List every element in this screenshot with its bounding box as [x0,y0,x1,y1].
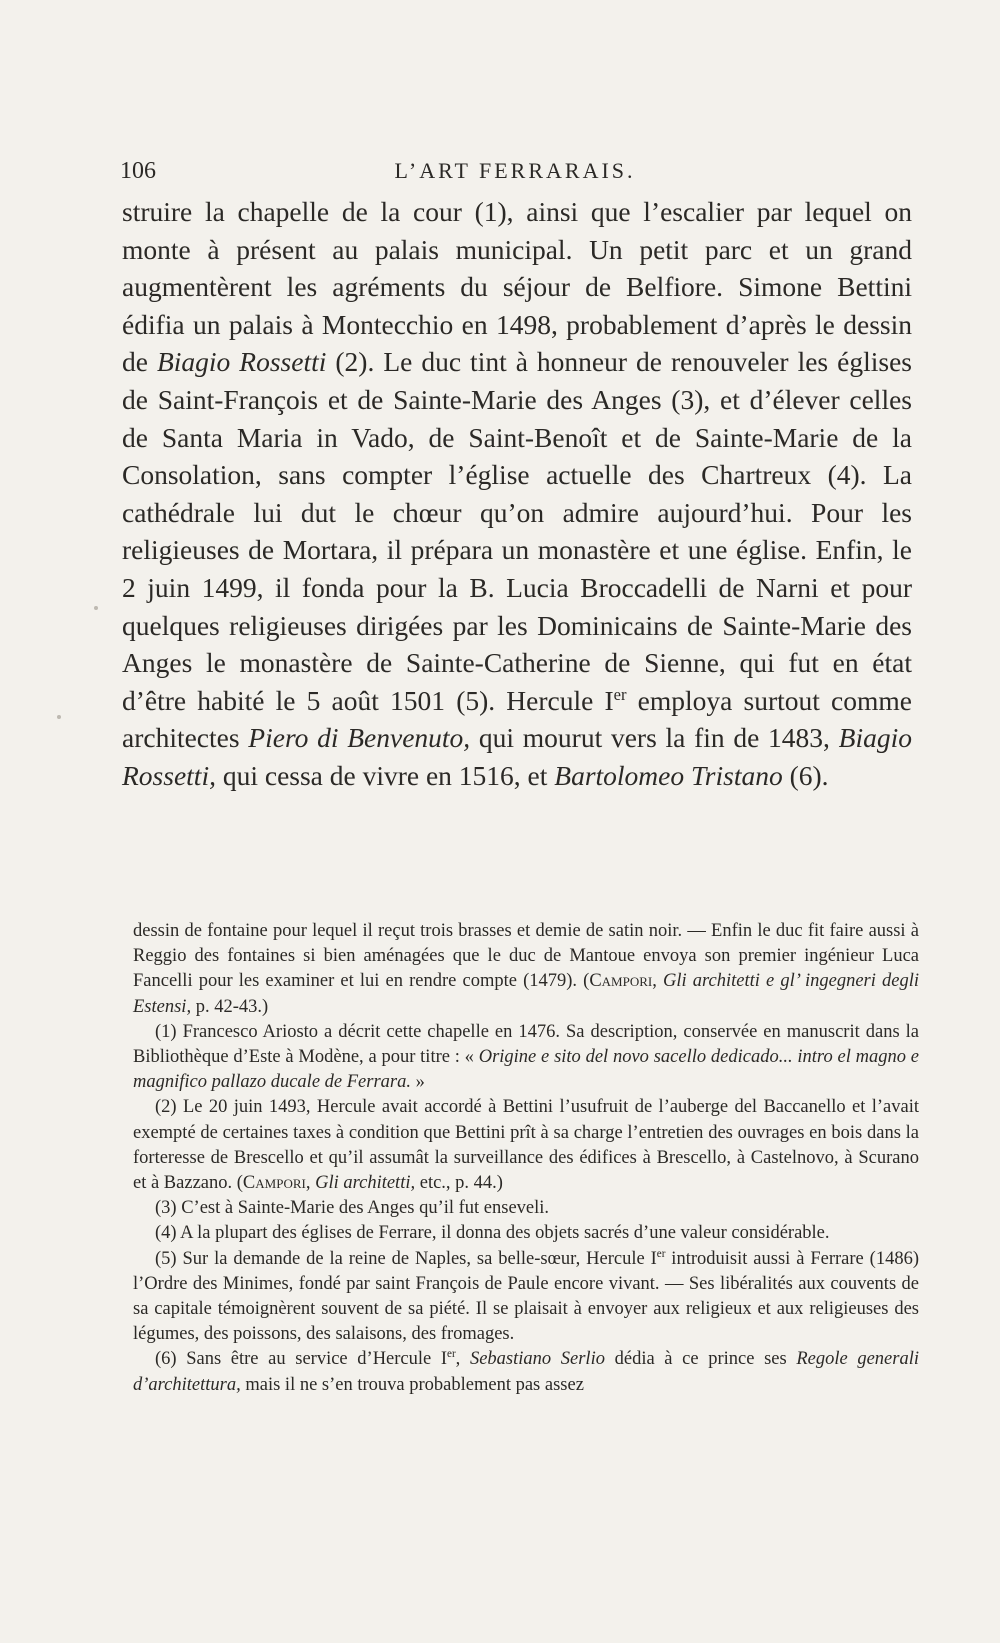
ordinal-superscript: er [613,684,627,704]
footnote-text: dédia à ce prince ses [604,1349,797,1370]
paper-speck [57,715,61,719]
page-number: 106 [120,158,156,184]
body-text: qui mourut vers la fin de 1483, [470,722,839,754]
footnote-text: , [305,1173,316,1194]
footnote-5 [133,1247,919,1348]
footnote-continuation [133,919,919,1020]
footnote-2 [133,1095,919,1196]
body-text: (2). Le duc tint à honneur de renouveler les églises de Saint-François et de Sainte-Marie des Anges (3), et d’élever celles de Santa Maria in Vado, de Saint-Benoît et de Sainte-Marie de la Consolation, sans compter l’église actuelle des Chartreux (4). La cathédrale lui dut le chœur qu’on admire aujourd’hui. Pour les religieuses de Mortara, il prépara un monastère et une église. Enfin, le 2 juin 1499, il fonda pour la B. Lucia Broccadelli de Narni et pour quelques religieuses dirigées par les Dominicains de Sainte-Marie des Anges le monastère de Sainte-Catherine de Sienne, qui fut en état d’être habité le 5 août 1501 (5). Hercule I [122,346,912,716]
paper-speck [94,606,98,610]
body-paragraph [122,193,912,795]
footnote-text: introduisit aussi à Ferrare (1486) l’Ordre des Minimes, fondé par saint François de Paule encore vivant. — Ses libéralités aux couvents de sa capitale témoignèrent souvent de sa piété. Il se plaisait à envoyer aux religieux et aux religieuses des légumes, des poissons, des salaisons, des fromages. [133,1248,919,1345]
footnote-4: (4) A la plupart des églises de Ferrare, il donna des objets sacrés d’une valeur considérable. [155,1223,830,1244]
footnote-text: p. 42-43.) [191,996,269,1017]
body-text: struire la chapelle de la cour (1), ainsi que l’escalier par lequel on monte à présent au palais municipal. Un petit parc et un grand augmentèrent les agréments du séjour de Belfiore. Simone Bettini édifia un palais à Montecchio en 1498, probablement d’après le dessin de [122,196,912,378]
body-italic-name: Piero di Benvenuto, [248,722,471,754]
footnote-text: etc., p. 44.) [415,1173,503,1194]
footnote-text: (5) Sur la demande de la reine de Naples, sa belle-sœur, Hercule I [155,1248,657,1269]
footnote-text: , [652,971,663,992]
body-italic-name: Biagio Rossetti, [122,722,912,791]
footnote-text: (1) Francesco Ariosto a décrit cette chapelle en 1476. Sa description, conservée en manuscrit dans la Bibliothèque d’Este à Modène, a pour titre : « [133,1021,919,1068]
body-italic-name: Biagio Rossetti [156,346,327,378]
work-title: Gli architetti e gl’ ingegneri degli Estensi, [133,971,920,1017]
author-italic: Sebastiano Serlio [469,1349,605,1370]
ordinal-superscript: er [656,1247,666,1260]
footnote-text: » [410,1072,425,1093]
work-title: Origine e sito del novo sacello dedicado... intro el magno e magnifico pallazo ducale de Ferrara. [133,1047,919,1093]
running-head [120,150,910,190]
footnote-1 [133,1020,919,1096]
footnote-6 [133,1347,919,1397]
body-text: (6). [782,759,829,791]
footnote-text: (2) Le 20 juin 1493, Hercule avait accordé à Bettini l’usufruit de l’auberge del Baccanello et l’avait exempté de certaines taxes à condition que Bettini prît à sa charge l’entretien des ouvrages en bois dans la forteresse de Brescello et qu’il assumât la surveillance des édifices à Brescello, à Castelnovo, à Scurano et à Bazzano. ( [133,1097,919,1194]
footnote-text: (6) Sans être au service d’Hercule I [155,1349,448,1370]
work-title: Gli architetti, [315,1173,416,1194]
author-smallcaps: Campori [589,971,653,992]
footnote-text: , [455,1349,470,1370]
footnote-3: (3) C’est à Sainte-Marie des Anges qu’il fut enseveli. [155,1198,550,1219]
body-text: qui cessa de vivre en 1516, et [215,759,555,791]
body-text: employa surtout comme architectes [122,684,912,754]
author-smallcaps: Campori [242,1173,306,1194]
work-title: Regole generali d’architettura, [133,1349,919,1395]
footnotes [133,919,919,1398]
footnote-text: dessin de fontaine pour lequel il reçut trois brasses et demie de satin noir. — Enfin le duc fit faire aussi à Reggio des fontaines si bien aménagées que le duc de Mantoue envoya son premier ingénieur Luca Fancelli pour les examiner et lui en rendre compte (1479). ( [133,921,919,992]
ordinal-superscript: er [447,1348,456,1361]
main-text [122,193,912,795]
running-title: L’ART FERRARAIS. [394,158,636,183]
body-italic-name: Bartolomeo Tristano [554,759,783,791]
footnote-text: mais il ne s’en trouva probablement pas assez [240,1374,584,1395]
